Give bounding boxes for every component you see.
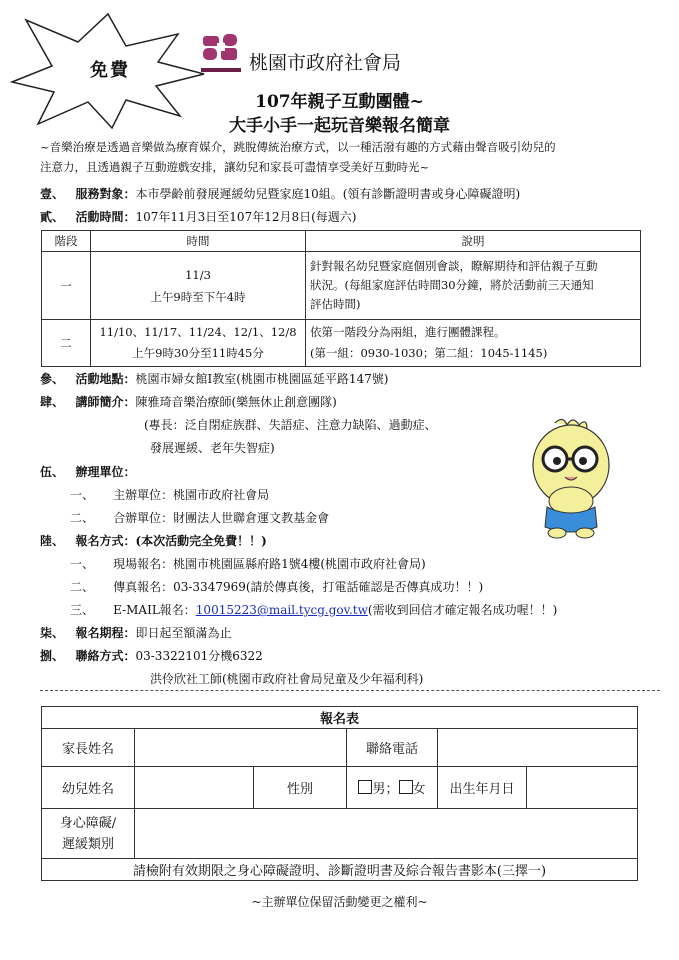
item-number: 一、 (70, 557, 95, 571)
form-title-row (42, 707, 638, 729)
section-activity-time (40, 208, 356, 225)
gender-options (347, 767, 438, 809)
female-label: 女 (412, 782, 426, 797)
section-text: 03-3322101分機6322 (135, 649, 263, 663)
time-cell (91, 320, 306, 367)
section-registration (40, 532, 267, 549)
time-line: 上午9時至下午4時 (150, 289, 246, 304)
male-label: 男 (372, 782, 386, 797)
section-number: 肆、 (40, 395, 65, 409)
registration-email (70, 601, 557, 618)
agency-name: 桃園市政府社會局 (249, 52, 402, 74)
disability-label-line: 身心障礙/ (59, 815, 117, 831)
instructor-specialty-1: (專長：泛自閉症族群、失語症、注意力缺陷、過動症、 (144, 418, 437, 432)
description-cell (306, 252, 641, 320)
section-number: 捌、 (40, 649, 65, 663)
item-label: E-MAIL報名： (113, 603, 196, 617)
intro-line-1: ~音樂治療是透過音樂做為療育媒介，跳脫傳統治療方式，以一種活潑有趣的方式藉由聲音吸引幼兒的 (40, 140, 556, 154)
social-affairs-logo (199, 30, 243, 78)
section-label: 報名方式： (75, 534, 136, 548)
section-instructor (40, 393, 337, 410)
intro-paragraph (40, 137, 640, 177)
item-text: (需收到回信才確定報名成功喔！！) (367, 603, 558, 617)
header-time: 時間 (91, 231, 306, 252)
disability-label-line: 遲緩類別 (61, 836, 114, 852)
title-line-1: 107年親子互動團體~ (255, 92, 424, 112)
item-number: 二、 (70, 511, 95, 525)
item-number: 三、 (70, 603, 95, 617)
section-location (40, 370, 389, 387)
section-text: 即日起至額滿為止 (135, 626, 232, 640)
birthdate-field[interactable] (527, 767, 638, 809)
intro-line-2: 注意力，且透過親子互動遊戲安排，讓幼兒和家長可盡情享受美好互動時光~ (40, 160, 430, 174)
description-line: 評估時間) (310, 297, 361, 311)
registration-onsite (70, 555, 426, 572)
section-contact (40, 647, 263, 664)
description-line: 針對報名幼兒暨家庭個別會談，瞭解期待和評估親子互動 (310, 259, 598, 273)
item-label: 合辦單位： (113, 511, 174, 525)
disability-label (42, 809, 135, 859)
section-number: 陸、 (40, 534, 65, 548)
male-checkbox[interactable] (358, 780, 372, 794)
phone-field[interactable] (438, 729, 638, 767)
gender-label: 性別 (254, 767, 347, 809)
schedule-table (41, 230, 641, 367)
form-row (42, 729, 638, 767)
section-number: 壹、 (40, 187, 65, 201)
contact-person: 洪伶欣社工師(桃園市政府社會局兒童及少年福利科) (150, 672, 424, 686)
organizer-item (70, 486, 269, 503)
section-number: 貳、 (40, 210, 65, 224)
time-cell (91, 252, 306, 320)
description-line: 依第一階段分為兩組，進行團體課程。 (310, 325, 506, 339)
section-text: 本市學齡前發展遲緩幼兒暨家庭10組。(領有診斷證明書或身心障礙證明) (135, 187, 521, 201)
form-note-row (42, 859, 638, 881)
stage-cell: 二 (42, 320, 91, 367)
birthdate-label: 出生年月日 (438, 767, 527, 809)
header-stage: 階段 (42, 231, 91, 252)
item-label: 主辦單位： (113, 488, 174, 502)
time-line: 11/10、11/17、11/24、12/1、12/8 (99, 325, 297, 339)
email-link[interactable]: 10015223@mail.tycg.gov.tw (195, 603, 368, 617)
item-text: 現場報名：桃園市桃園區縣府路1號4樓(桃園市政府社會局) (113, 557, 426, 571)
section-label: 辦理單位： (75, 465, 136, 479)
child-name-label: 幼兒姓名 (42, 767, 135, 809)
mascot-illustration (525, 415, 617, 540)
section-text: 陳雅琦音樂治療師(樂無休止創意團隊) (135, 395, 337, 409)
section-period (40, 624, 232, 641)
description-line: (第一組：0930-1030；第二組：1045-1145) (310, 346, 548, 360)
schedule-row (42, 252, 641, 320)
item-number: 二、 (70, 580, 95, 594)
registration-form (41, 706, 638, 881)
section-label: 活動地點： (75, 372, 136, 386)
footer-note: ~主辦單位保留活動變更之權利~ (251, 895, 428, 909)
title-line-2: 大手小手一起玩音樂報名簡章 (229, 116, 450, 136)
disability-field[interactable] (135, 809, 638, 859)
item-text: 財團法人世聯倉運文教基金會 (173, 511, 330, 525)
free-badge-text: 免費 (90, 60, 130, 81)
section-text: 桃園市婦女館I教室(桃園市桃園區延平路147號) (135, 372, 389, 386)
registration-fax (70, 578, 483, 595)
section-text: (本次活動完全免費！！) (135, 534, 267, 548)
gender-separator: ； (385, 782, 399, 797)
divider (40, 690, 660, 691)
time-line: 上午9時30分至11時45分 (132, 346, 264, 360)
female-checkbox[interactable] (399, 780, 413, 794)
section-organizers (40, 463, 135, 480)
section-label: 聯絡方式： (75, 649, 136, 663)
section-service-target (40, 185, 520, 202)
stage-cell: 一 (42, 252, 91, 320)
form-title: 報名表 (42, 707, 638, 729)
schedule-header-row (42, 231, 641, 252)
description-line: 狀況。(每組家庭評估時間30分鐘，將於活動前三天通知 (310, 278, 594, 292)
item-number: 一、 (70, 488, 95, 502)
section-text: 107年11月3日至107年12月8日(每週六) (135, 210, 357, 224)
item-text: 傳真報名：03-3347969(請於傳真後，打電話確認是否傳真成功！！) (113, 580, 484, 594)
form-row (42, 767, 638, 809)
time-line: 11/3 (185, 267, 211, 282)
section-number: 參、 (40, 372, 65, 386)
form-row (42, 809, 638, 859)
description-cell (306, 320, 641, 367)
section-label: 活動時間： (75, 210, 136, 224)
section-number: 柒、 (40, 626, 65, 640)
item-text: 桃園市政府社會局 (173, 488, 270, 502)
section-label: 報名期程： (75, 626, 136, 640)
organizer-item (70, 509, 329, 526)
header-description: 說明 (306, 231, 641, 252)
section-label: 講師簡介： (75, 395, 136, 409)
parent-name-field[interactable] (135, 729, 347, 767)
phone-label: 聯絡電話 (347, 729, 438, 767)
schedule-row (42, 320, 641, 367)
instructor-specialty-2: 發展遲緩、老年失智症) (150, 441, 275, 455)
section-number: 伍、 (40, 465, 65, 479)
section-label: 服務對象： (75, 187, 136, 201)
parent-name-label: 家長姓名 (42, 729, 135, 767)
child-name-field[interactable] (135, 767, 254, 809)
form-note: 請檢附有效期限之身心障礙證明、診斷證明書及綜合報告書影本(三擇一) (42, 859, 638, 881)
